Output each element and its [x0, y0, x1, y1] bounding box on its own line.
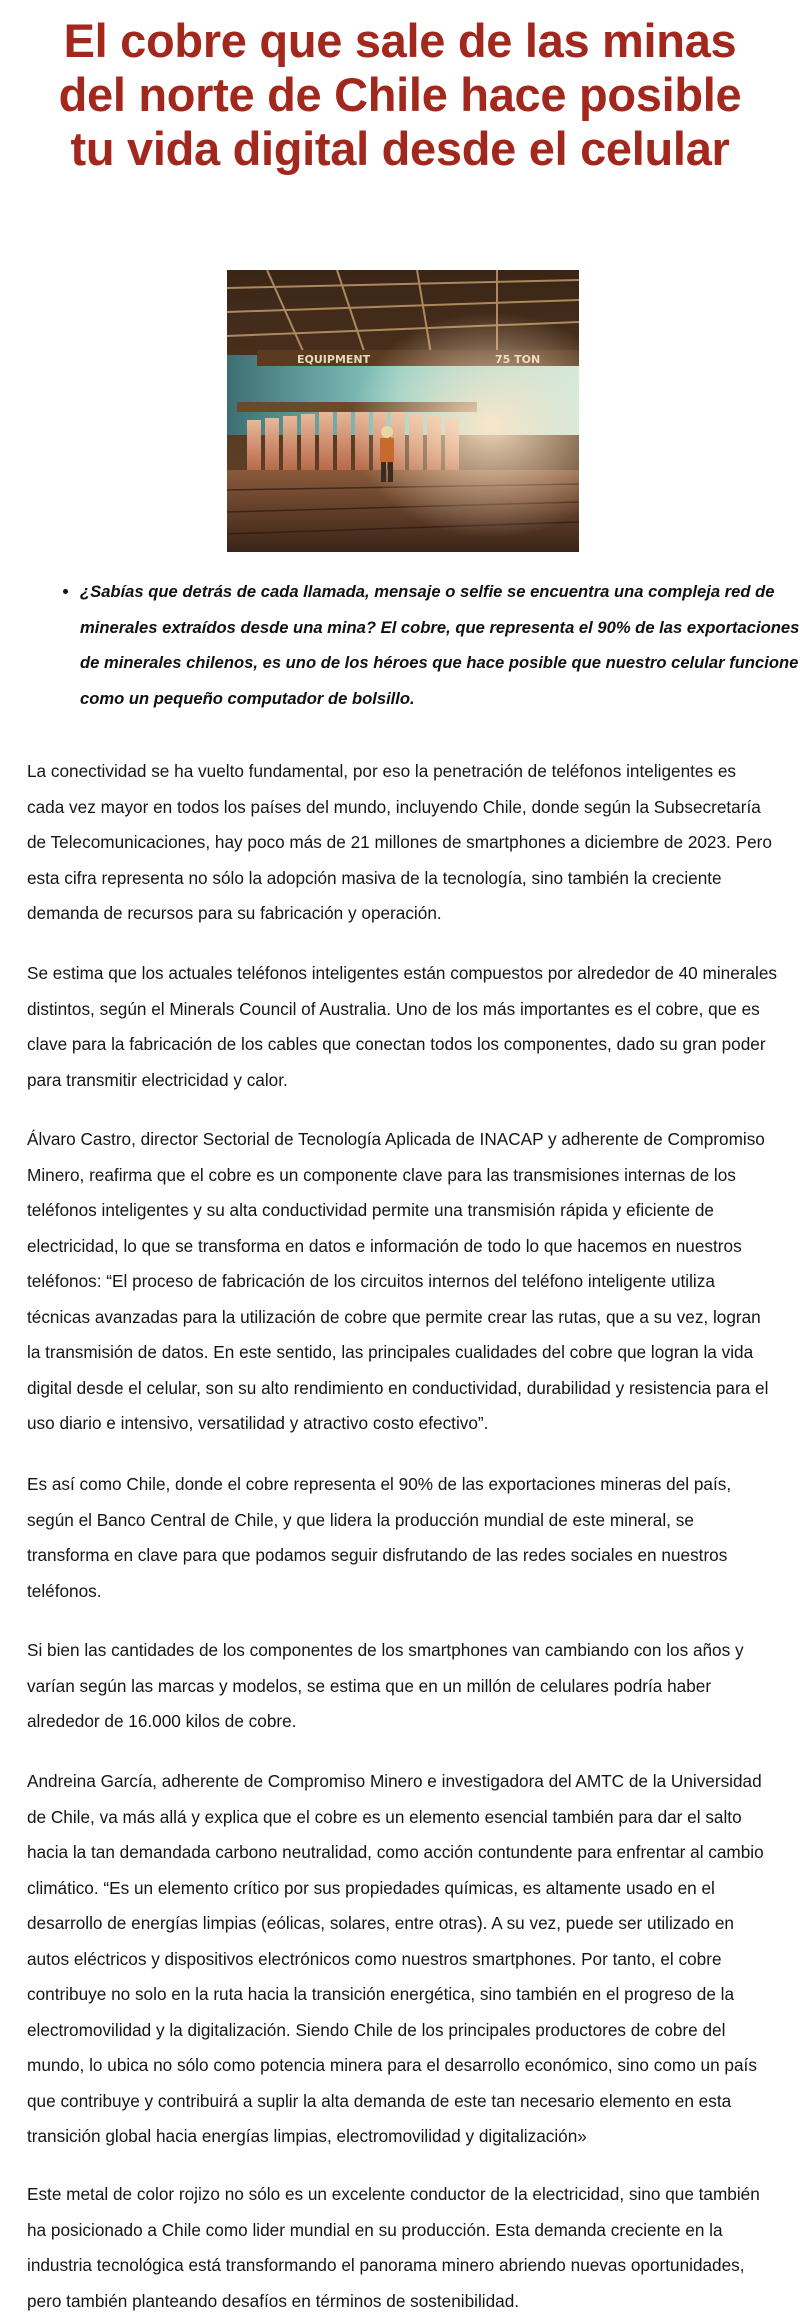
lead-bullet-list [52, 574, 800, 716]
article-paragraph: Este metal de color rojizo no sólo es un excelente conductor de la electricidad, sino que también ha posicionado a Chile como lider mundial en su producción. Esta demanda creciente en la industria tecnológica está transformando el panorama minero abriendo nuevas oportunidades, pero también planteando desafíos en términos de sostenibilidad. [27, 2184, 760, 2311]
article-paragraph: Se estima que los actuales teléfonos inteligentes están compuestos por alrededor de 40 minerales distintos, según el Minerals Council of Australia. Uno de los más importantes es el cobre, que es clave para la fabricación de los cables que conectan todos los componentes, dado su gran poder para transmitir electricidad y calor. [27, 963, 778, 1090]
article-paragraph: Álvaro Castro, director Sectorial de Tecnología Aplicada de INACAP y adherente de Compromiso Minero, reafirma que el cobre es un componente clave para las transmisiones internas de los teléfonos inteligentes y su alta conductividad permite una transmisión rápida y eficiente de electricidad, lo que se transforma en datos e información de todo lo que hacemos en nuestros teléfonos: “El proceso de fabricación de los circuitos internos del teléfono inteligente utiliza técnicas avanzadas para la utilización de cobre que permite crear las rutas, que a su vez, logran la transmisión de datos. En este sentido, las principales cualidades del cobre que logran la vida digital desde el celular, son su alto rendimiento en conductividad, durabilidad y resistencia para el uso diario e intensivo, versatilidad y atractivo costo efectivo”. [27, 1129, 769, 1433]
article-paragraph: Andreina García, adherente de Compromiso Minero e investigadora del AMTC de la Universidad de Chile, va más allá y explica que el cobre es un elemento esencial también para dar el salto hacia la tan demandada carbono neutralidad, como acción contundente para enfrentar al cambio climático. “Es un elemento crítico por sus propiedades químicas, es altamente usado en el desarrollo de energías limpias (eólicas, solares, entre otras). A su vez, puede ser utilizado en autos eléctricos y dispositivos electrónicos como nuestros smartphones. Por tanto, el cobre contribuye no solo en la ruta hacia la transición energética, sino también en el progreso de la electromovilidad y la digitalización. Siendo Chile de los principales productores de cobre del mundo, lo ubica no sólo como potencia minera para el desarrollo económico, sino como un país que contribuye y contribuirá a suplir la alta demanda de este tan necesario elemento en esta transición global hacia energías limpias, electromovilidad y digitalización» [27, 1771, 764, 2146]
article-paragraph: La conectividad se ha vuelto fundamental, por eso la penetración de teléfonos inteligentes es cada vez mayor en todos los países del mundo, incluyendo Chile, donde según la Subsecretaría de Telecomunicaciones, hay poco más de 21 millones de smartphones a diciembre de 2023. Pero esta cifra representa no sólo la adopción masiva de la tecnología, sino también la creciente demanda de recursos para su fabricación y operación. [27, 761, 772, 923]
hero-image-illustration [227, 270, 579, 552]
article-paragraph: Si bien las cantidades de los componentes de los smartphones van cambiando con los años y varían según las marcas y modelos, se estima que en un millón de celulares podría haber alrededor de 16.000 kilos de cobre. [27, 1640, 744, 1731]
lead-bullet: • ¿Sabías que detrás de cada llamada, mensaje o selfie se encuentra una compleja red de minerales extraídos desde una mina? El cobre, que representa el 90% de las exportaciones de minerales chilenos, es uno de los héroes que hace posible que nuestro celular funcione como un pequeño computador de bolsillo. [80, 574, 800, 716]
hero-image [227, 270, 579, 552]
article-title: El cobre que sale de las minas del norte de Chile hace posible tu vida digital desde el celular [58, 14, 742, 175]
article-paragraph: Es así como Chile, donde el cobre representa el 90% de las exportaciones mineras del país, según el Banco Central de Chile, y que lidera la producción mundial de este mineral, se transforma en clave para que podamos seguir disfrutando de las redes sociales en nuestros teléfonos. [27, 1474, 732, 1601]
